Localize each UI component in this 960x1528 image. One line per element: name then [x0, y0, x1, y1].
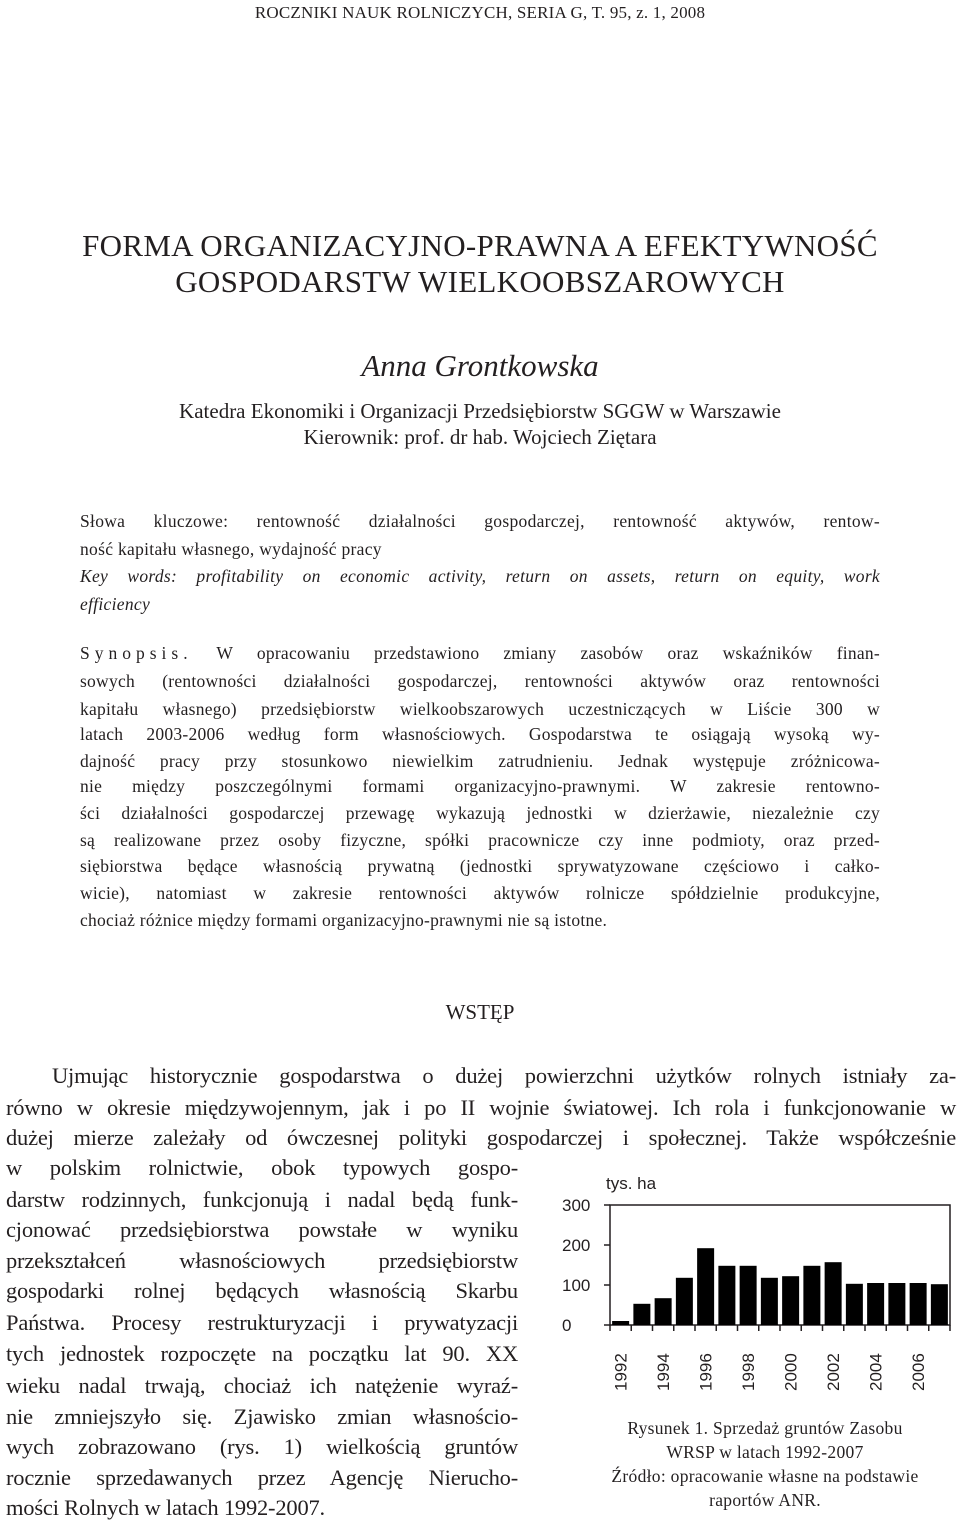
x-tick-label: 1992	[611, 1353, 631, 1391]
bar	[740, 1266, 757, 1325]
synopsis-heading: Synopsis.	[80, 643, 193, 663]
synopsis-text: W opracowaniu przedstawiono zmiany zasobów oraz wskaźników finan-	[216, 643, 880, 663]
body-text-line: dużej mierze zależały od ówczesnej polityki gospodarczej i społecznej. Także współcześnie	[6, 1125, 956, 1150]
affiliation-line-2: Kierownik: prof. dr hab. Wojciech Ziętara	[303, 425, 657, 449]
body-text-line: w polskim rolnictwie, obok typowych gospo-	[6, 1155, 518, 1180]
body-text-line: wych zobrazowano (rys. 1) wielkością gruntów	[6, 1434, 518, 1459]
bar	[782, 1276, 799, 1325]
synopsis-line: latach 2003-2006 według form własnościowych. Gospodarstwa te osiągają wysoką wy-	[80, 724, 880, 744]
synopsis-line: siębiorstwa będące własnością prywatną (jednostki sprywatyzowane częściowo i całko-	[80, 856, 880, 876]
body-text-line: cjonować przedsiębiorstwa powstałe w wyniku	[6, 1217, 518, 1242]
author-name: Anna Grontkowska	[361, 348, 599, 383]
y-tick-label: 0	[562, 1316, 572, 1335]
figure-source: raportów ANR.	[709, 1490, 821, 1510]
synopsis-line: są realizowane przez osoby fizyczne, spółki pracownicze czy inne podmioty, oraz przed-	[80, 830, 880, 850]
body-text-line: tych jednostek rozpoczęte na początku lat 90. XX	[6, 1341, 518, 1366]
bar	[825, 1262, 842, 1325]
keywords-en-line-1: Key words: profitability on economic activity, return on assets, return on equity, work	[80, 566, 880, 586]
bar	[888, 1283, 905, 1325]
synopsis-line	[80, 643, 880, 664]
bar	[803, 1266, 820, 1325]
x-tick-label: 2002	[824, 1353, 844, 1391]
keywords-en-line-2: efficiency	[80, 594, 151, 614]
y-tick-label: 100	[562, 1276, 591, 1295]
affiliation-line-1: Katedra Ekonomiki i Organizacji Przedsiębiorstw SGGW w Warszawie	[179, 399, 781, 423]
land-sales-bar-chart	[548, 1165, 958, 1405]
chart-svg	[548, 1165, 958, 1405]
bar	[676, 1278, 693, 1325]
bar	[931, 1284, 948, 1325]
body-text-line: nie zmniejszyło się. Zjawisko zmian własnościo-	[6, 1404, 518, 1429]
body-text-line: Ujmując historycznie gospodarstwa o dużej powierzchni użytków rolnych istniały za-	[52, 1063, 956, 1088]
keywords-pl-line-1: Słowa kluczowe: rentowność działalności gospodarczej, rentowność aktywów, rentow-	[80, 511, 880, 531]
body-text-line: gospodarki rolnej będących własnością Skarbu	[6, 1278, 518, 1303]
bar	[867, 1283, 884, 1325]
article-title-line-2: GOSPODARSTW WIELKOOBSZAROWYCH	[175, 264, 785, 299]
body-text-line: wieku nadal trwają, chociaż ich natężenie wyraź-	[6, 1373, 518, 1398]
synopsis-line: chociaż różnice między formami organizacyjno-prawnymi nie są istotne.	[80, 910, 608, 930]
bar	[846, 1284, 863, 1325]
y-tick-label: 200	[562, 1236, 591, 1255]
section-heading: WSTĘP	[445, 1000, 515, 1024]
y-tick-label: 300	[562, 1196, 591, 1215]
body-text-line: darstw rodzinnych, funkcjonują i nadal będą funk-	[6, 1187, 518, 1212]
figure-caption: WRSP w latach 1992-2007	[666, 1442, 864, 1462]
synopsis-line: ści działalności gospodarczej przewagę wykazują jednostki w dzierżawie, niezależnie czy	[80, 803, 880, 823]
body-text-line: przekształceń własnościowych przedsiębiorstw	[6, 1248, 518, 1273]
x-tick-label: 2004	[866, 1353, 886, 1391]
bar	[697, 1248, 714, 1325]
bar	[910, 1283, 927, 1325]
bar	[761, 1278, 778, 1325]
synopsis-line: dajność pracy przy stosunkowo niewielkim zatrudnieniu. Jednak występuje zróżnicowa-	[80, 751, 880, 771]
article-title-line-1: FORMA ORGANIZACYJNO-PRAWNA A EFEKTYWNOŚĆ	[82, 228, 878, 263]
keywords-pl-line-2: ność kapitału własnego, wydajność pracy	[80, 539, 382, 559]
x-tick-label: 1996	[696, 1353, 716, 1391]
body-text-line: równo w okresie międzywojennym, jak i po II wojnie światowej. Ich rola i funkcjonowanie w	[6, 1095, 956, 1120]
x-tick-label: 1998	[739, 1353, 759, 1391]
body-text-line: Państwa. Procesy restrukturyzacji i prywatyzacji	[6, 1310, 518, 1335]
bar	[612, 1321, 629, 1325]
synopsis-line: wicie), natomiast w zakresie rentowności aktywów rolnicze spółdzielnie produkcyjne,	[80, 883, 880, 903]
x-tick-label: 1994	[654, 1353, 674, 1391]
figure-caption: Rysunek 1. Sprzedaż gruntów Zasobu	[627, 1418, 903, 1438]
y-axis-unit-label: tys. ha	[606, 1174, 657, 1193]
bar	[718, 1266, 735, 1325]
x-tick-label: 2006	[909, 1353, 929, 1391]
synopsis-line: nie między poszczególnymi formami organizacyjno-prawnymi. W zakresie rentowno-	[80, 776, 880, 796]
figure-source: Źródło: opracowanie własne na podstawie	[611, 1466, 919, 1486]
bar	[633, 1304, 650, 1325]
synopsis-line: kapitału własnego) przedsiębiorstw wielkoobszarowych uczestniczących w Liście 300 w	[80, 699, 880, 719]
x-tick-label: 2000	[781, 1353, 801, 1391]
bar	[655, 1298, 672, 1325]
synopsis-line: sowych (rentowności działalności gospodarczej, rentowności aktywów oraz rentowności	[80, 671, 880, 691]
body-text-line: rocznie sprzedawanych przez Agencję Nierucho-	[6, 1465, 518, 1490]
journal-header: ROCZNIKI NAUK ROLNICZYCH, SERIA G, T. 95, z. 1, 2008	[254, 3, 706, 22]
body-text-line: mości Rolnych w latach 1992-2007.	[6, 1495, 325, 1520]
